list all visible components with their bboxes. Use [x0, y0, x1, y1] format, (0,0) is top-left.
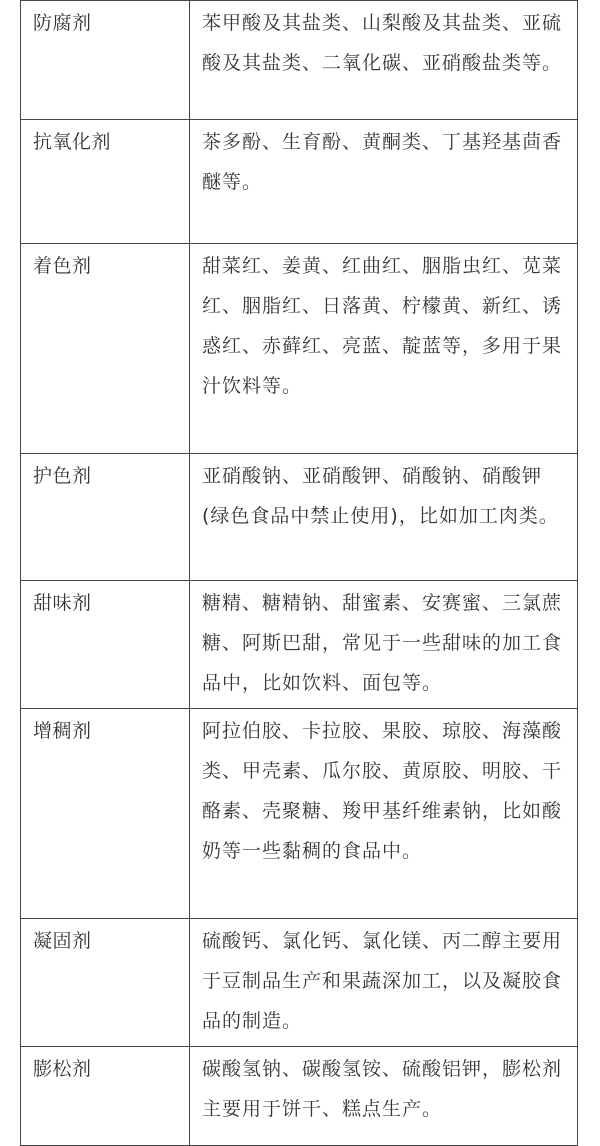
- category-cell: 凝固剂: [21, 919, 190, 1047]
- category-cell: 甜味剂: [21, 581, 190, 709]
- table-row: [21, 244, 578, 454]
- description-cell: 阿拉伯胶、卡拉胶、果胶、琼胶、海藻酸类、甲壳素、瓜尔胶、黄原胶、明胶、干酪素、壳聚糖、羧甲基纤维素钠，比如酸奶等一些黏稠的食品中。: [190, 709, 578, 919]
- table-row: [21, 919, 578, 1047]
- category-cell: 护色剂: [21, 454, 190, 581]
- category-cell: 着色剂: [21, 244, 190, 454]
- table-row: [21, 120, 578, 244]
- category-cell: 增稠剂: [21, 709, 190, 919]
- description-cell: 糖精、糖精钠、甜蜜素、安赛蜜、三氯蔗糖、阿斯巴甜，常见于一些甜味的加工食品中，比如饮料、面包等。: [190, 581, 578, 709]
- table-row: [21, 454, 578, 581]
- description-cell: 亚硝酸钠、亚硝酸钾、硝酸钠、硝酸钾(绿色食品中禁止使用)，比如加工肉类。: [190, 454, 578, 581]
- table-row: [21, 709, 578, 919]
- category-cell: 抗氧化剂: [21, 120, 190, 244]
- table-row: [21, 581, 578, 709]
- category-cell: 膨松剂: [21, 1047, 190, 1146]
- description-cell: 甜菜红、姜黄、红曲红、胭脂虫红、苋菜红、胭脂红、日落黄、柠檬黄、新红、诱惑红、赤藓红、亮蓝、靛蓝等，多用于果汁饮料等。: [190, 244, 578, 454]
- description-cell: 碳酸氢钠、碳酸氢铵、硫酸铝钾，膨松剂主要用于饼干、糕点生产。: [190, 1047, 578, 1146]
- category-cell: 防腐剂: [21, 1, 190, 120]
- table-row: [21, 1, 578, 120]
- description-cell: 茶多酚、生育酚、黄酮类、丁基羟基茴香醚等。: [190, 120, 578, 244]
- description-cell: 硫酸钙、氯化钙、氯化镁、丙二醇主要用于豆制品生产和果蔬深加工，以及凝胶食品的制造。: [190, 919, 578, 1047]
- table-row: [21, 1047, 578, 1146]
- description-cell: 苯甲酸及其盐类、山梨酸及其盐类、亚硫酸及其盐类、二氧化碳、亚硝酸盐类等。: [190, 1, 578, 120]
- food-additive-table: [20, 0, 578, 1146]
